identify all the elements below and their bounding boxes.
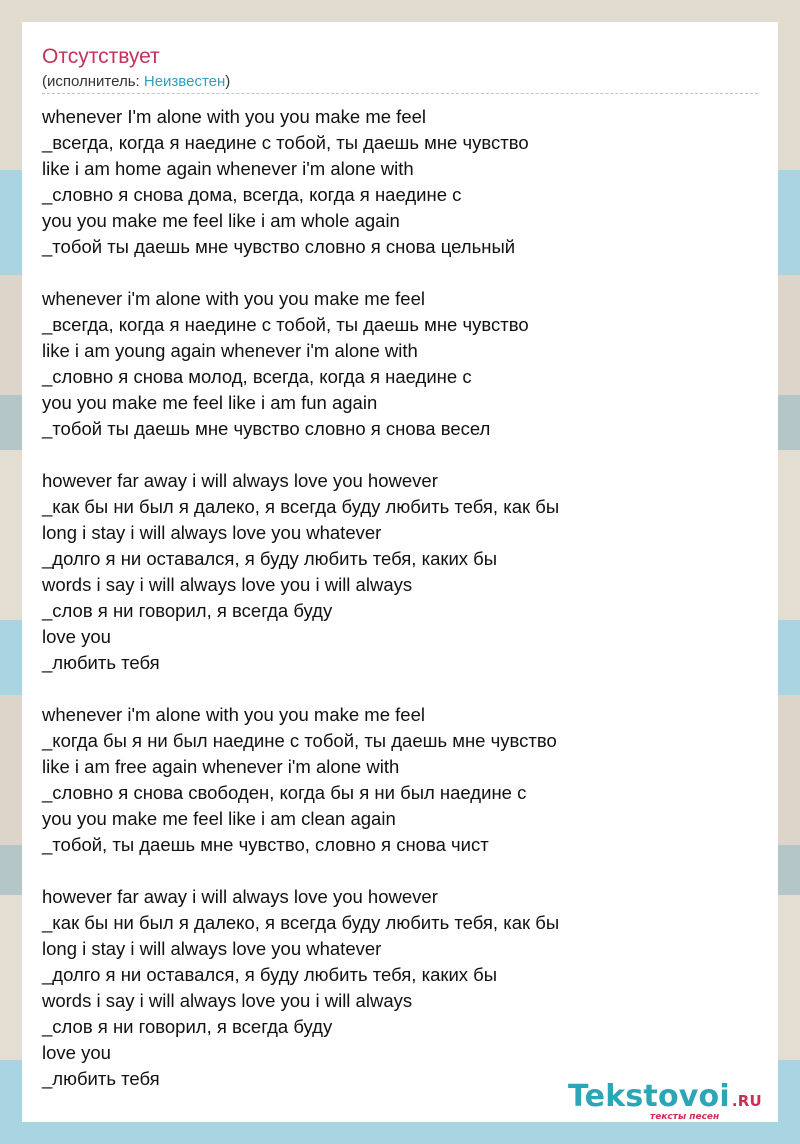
lyric-line: love you xyxy=(42,1042,111,1063)
lyric-line: _долго я ни оставался, я буду любить тебя, каких бы xyxy=(42,964,498,985)
lyric-line: _слов я ни говорил, я всегда буду xyxy=(42,600,333,621)
lyric-line: however far away i will always love you however xyxy=(42,886,438,907)
performer-prefix: (исполнитель: xyxy=(42,73,144,90)
artist-link[interactable]: Неизвестен xyxy=(143,73,226,90)
lyric-line: _тобой, ты даешь мне чувство, словно я снова чист xyxy=(42,834,489,855)
logo-name: Tekstovoi xyxy=(568,1079,730,1114)
lyric-line: _всегда, когда я наедине с тобой, ты даешь мне чувство xyxy=(42,314,529,335)
logo-tld: .RU xyxy=(731,1092,762,1110)
lyric-line: whenever I'm alone with you you make me feel xyxy=(42,106,427,127)
lyric-line: _словно я снова дома, всегда, когда я наедине с xyxy=(42,184,462,205)
performer-line xyxy=(42,73,230,91)
lyric-line: long i stay i will always love you whatever xyxy=(42,938,382,959)
lyric-line: _тобой ты даешь мне чувство словно я снова весел xyxy=(42,418,491,439)
lyric-line: however far away i will always love you however xyxy=(42,470,438,491)
performer-suffix: ) xyxy=(225,73,231,90)
lyric-line: _словно я снова молод, всегда, когда я наедине с xyxy=(42,366,472,387)
lyric-line: _любить тебя xyxy=(42,652,160,673)
lyric-line: love you xyxy=(42,626,111,647)
logo-tagline: тексты песен xyxy=(650,1112,720,1122)
lyric-line: like i am home again whenever i'm alone with xyxy=(42,158,414,179)
lyrics-text xyxy=(42,104,758,1092)
lyric-line: _тобой ты даешь мне чувство словно я снова цельный xyxy=(42,236,516,257)
lyric-line: _как бы ни был я далеко, я всегда буду любить тебя, как бы xyxy=(42,912,560,933)
divider xyxy=(42,93,758,94)
lyric-line: you you make me feel like i am fun again xyxy=(42,392,378,413)
lyric-line: like i am free again whenever i'm alone with xyxy=(42,756,400,777)
lyric-line: you you make me feel like i am whole again xyxy=(42,210,400,231)
lyrics-card xyxy=(22,22,778,1122)
lyric-line: words i say i will always love you i will always xyxy=(42,574,413,595)
song-title: Отсутствует xyxy=(42,45,160,68)
stanza-break xyxy=(42,858,758,884)
stanza-break xyxy=(42,442,758,468)
lyric-line: whenever i'm alone with you you make me feel xyxy=(42,288,425,309)
stanza-break xyxy=(42,260,758,286)
stanza-break xyxy=(42,676,758,702)
lyric-line: _словно я снова свободен, когда бы я ни был наедине с xyxy=(42,782,527,803)
lyric-line: you you make me feel like i am clean again xyxy=(42,808,396,829)
tekstovoi-logo[interactable] xyxy=(568,1080,774,1126)
lyric-line: _долго я ни оставался, я буду любить тебя, каких бы xyxy=(42,548,498,569)
lyric-line: _слов я ни говорил, я всегда буду xyxy=(42,1016,333,1037)
lyric-line: words i say i will always love you i will always xyxy=(42,990,413,1011)
lyric-line: _любить тебя xyxy=(42,1068,160,1089)
lyric-line: _когда бы я ни был наедине с тобой, ты даешь мне чувство xyxy=(42,730,557,751)
lyric-line: _всегда, когда я наедине с тобой, ты даешь мне чувство xyxy=(42,132,529,153)
lyric-line: _как бы ни был я далеко, я всегда буду любить тебя, как бы xyxy=(42,496,560,517)
lyric-line: long i stay i will always love you whatever xyxy=(42,522,382,543)
lyric-line: like i am young again whenever i'm alone with xyxy=(42,340,418,361)
lyric-line: whenever i'm alone with you you make me feel xyxy=(42,704,425,725)
